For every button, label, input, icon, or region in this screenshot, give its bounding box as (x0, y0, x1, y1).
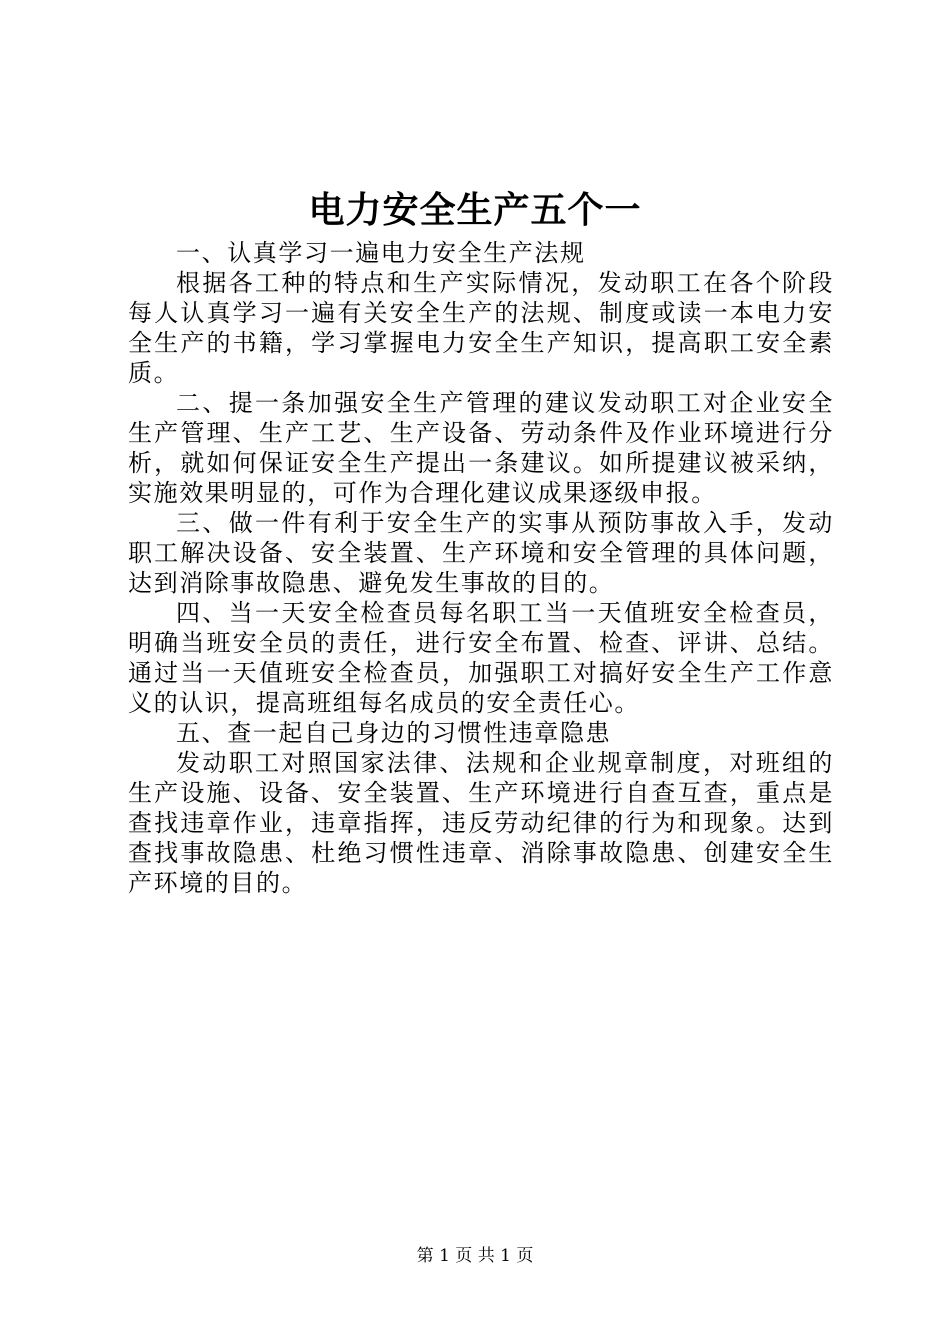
page-number-footer: 第 1 页 共 1 页 (416, 1246, 534, 1266)
document-body (128, 238, 834, 898)
section-heading-5: 五、查一起自己身边的习惯性违章隐患 (176, 719, 612, 747)
section-heading-1: 一、认真学习一遍电力安全生产法规 (176, 239, 586, 267)
document-title: 电力安全生产五个一 (308, 189, 642, 231)
section-body-2: 二、提一条加强安全生产管理的建议发动职工对企业安全生产管理、生产工艺、生产设备、劳动条件及作业环境进行分析，就如何保证安全生产提出一条建议。如所提建议被采纳，实施效果明显的，可作为合理化建议成果逐级申报。 (128, 389, 834, 507)
section-body-3: 三、做一件有利于安全生产的实事从预防事故入手，发动职工解决设备、安全装置、生产环境和安全管理的具体问题，达到消除事故隐患、避免发生事故的目的。 (128, 509, 834, 597)
section-body-1: 根据各工种的特点和生产实际情况，发动职工在各个阶段每人认真学习一遍有关安全生产的法规、制度或读一本电力安全生产的书籍，学习掌握电力安全生产知识，提高职工安全素质。 (128, 269, 834, 387)
section-body-5: 发动职工对照国家法律、法规和企业规章制度，对班组的生产设施、设备、安全装置、生产环境进行自查互查，重点是查找违章作业，违章指挥，违反劳动纪律的行为和现象。达到查找事故隐患、杜绝习惯性违章、消除事故隐患、创建安全生产环境的目的。 (128, 749, 834, 897)
section-body-4: 四、当一天安全检查员每名职工当一天值班安全检查员，明确当班安全员的责任，进行安全布置、检查、评讲、总结。通过当一天值班安全检查员，加强职工对搞好安全生产工作意义的认识，提高班组每名成员的安全责任心。 (128, 599, 834, 717)
